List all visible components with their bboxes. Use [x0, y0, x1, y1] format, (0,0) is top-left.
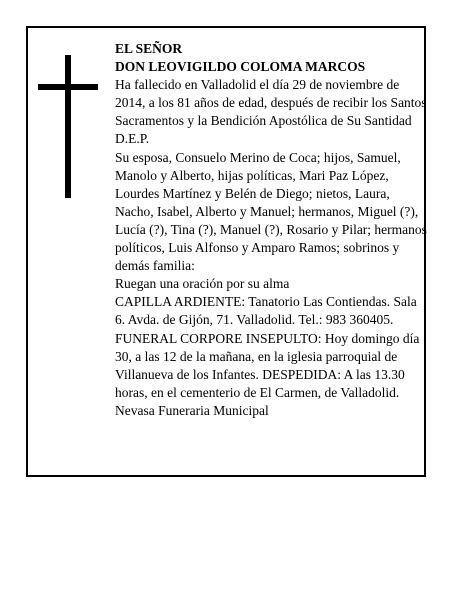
- dep-line: D.E.P.: [115, 131, 150, 147]
- cross-vertical-bar: [65, 55, 71, 198]
- cross-horizontal-bar: [38, 84, 98, 90]
- funeral-home: Nevasa Funeraria Municipal: [115, 402, 269, 418]
- obituary-text: [115, 40, 427, 420]
- obituary-notice: [26, 26, 426, 477]
- deceased-name: DON LEOVIGILDO COLOMA MARCOS: [115, 59, 366, 75]
- cross-icon: [38, 55, 98, 198]
- prayer-request: Ruegan una oración por su alma: [115, 276, 290, 292]
- chapel-info: CAPILLA ARDIENTE: Tanatorio Las Contiendas. Sala 6. Avda. de Gijón, 71. Valladolid. Tel.: 983 360405.: [115, 294, 417, 328]
- family-list: Su esposa, Consuelo Merino de Coca; hijos, Samuel, Manolo y Alberto, hijas políticas, Mari Paz López, Lourdes Martínez y Belén de Diego; nietos, Laura, Nacho, Isabel, Alberto y Manuel; hermanos, Miguel (?), Lucía (?), Tina (?), Manuel (?), Rosario y Pilar; hermanos políticos, Luis Alfonso y Amparo Ramos; sobrinos y demás familia:: [115, 149, 427, 274]
- notice-title: EL SEÑOR: [115, 41, 183, 56]
- funeral-info: FUNERAL CORPORE INSEPULTO: Hoy domingo día 30, a las 12 de la mañana, en la iglesia parroquial de Villanueva de los Infantes. DESPEDIDA: A las 13.30 horas, en el cementerio de El Carmen, de Valladolid.: [115, 330, 420, 400]
- death-announcement: Ha fallecido en Valladolid el día 29 de noviembre de 2014, a los 81 años de edad, después de recibir los Santos Sacramentos y la Bendición Apostólica de Su Santidad: [115, 77, 427, 129]
